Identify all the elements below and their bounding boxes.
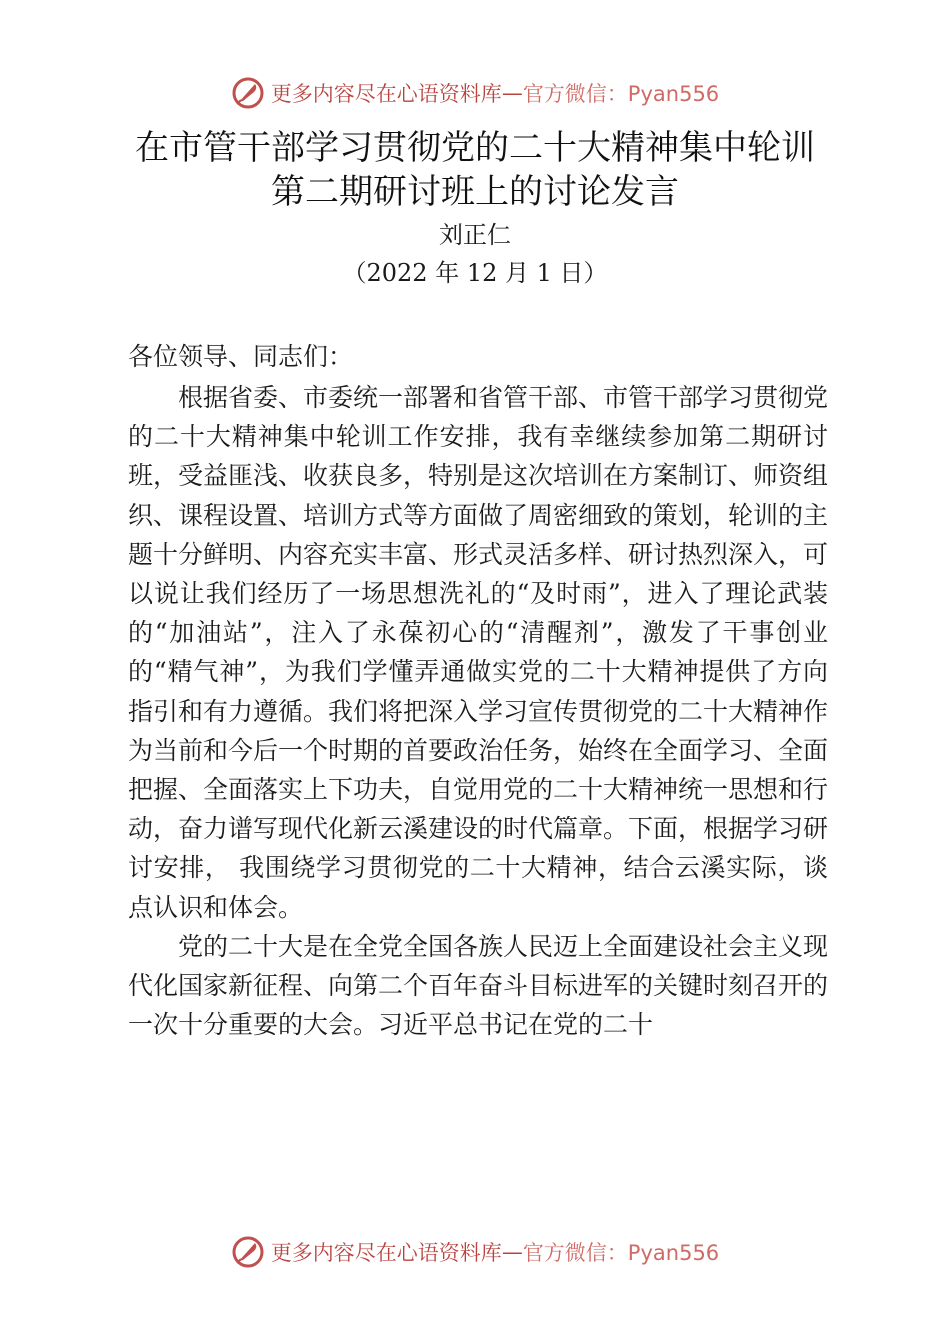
title-line-1: 在市管干部学习贯彻党的二十大精神集中轮训 xyxy=(135,128,815,168)
paragraph-2: 党的二十大是在全党全国各族人民迈上全面建设社会主义现代化国家新征程、向第二个百年奋斗目标进军的关键时刻召开的一次十分重要的大会。习近平总书记在党的二十 xyxy=(128,931,829,1040)
banner-brand-text: 更多内容尽在心语资料库 xyxy=(270,82,502,106)
speech-date: （2022 年 12 月 1 日） xyxy=(342,259,608,287)
document-body xyxy=(128,378,828,1044)
quill-logo-icon xyxy=(231,76,265,110)
header-banner xyxy=(0,73,950,113)
banner-wechat-text: 官方微信：Pyan556 xyxy=(522,82,720,106)
banner-separator: — xyxy=(501,81,523,105)
title-line-2: 第二期研讨班上的讨论发言 xyxy=(271,172,679,212)
footer-separator: — xyxy=(501,1240,523,1264)
footer-wechat-text: 官方微信：Pyan556 xyxy=(522,1241,720,1265)
paragraph-1: 根据省委、市委统一部署和省管干部、市管干部学习贯彻党的二十大精神集中轮训工作安排，我有幸继续参加第二期研讨班，受益匪浅、收获良多，特别是这次培训在方案制订、师资组织、课程设置、培训方式等方面做了周密细致的策划，轮训的主题十分鲜明、内容充实丰富、形式灵活多样、研讨热烈深入，可以说让我们经历了一场思想洗礼的“及时雨”，进入了理论武装的“加油站”，注入了永葆初心的“清醒剂”，激发了干事创业的“精气神”，为我们学懂弄通做实党的二十大精神提供了方向指引和有力遵循。我们将把深入学习宣传贯彻党的二十大精神作为当前和今后一个时期的首要政治任务，始终在全面学习、全面把握、全面落实上下功夫，自觉用党的二十大精神统一思想和行动，奋力谱写现代化新云溪建设的时代篇章。下面，根据学习研讨安排， 我围绕学习贯彻党的二十大精神，结合云溪实际，谈点认识和体会。 xyxy=(128,383,829,922)
author-name: 刘正仁 xyxy=(439,221,511,249)
document-title xyxy=(0,126,950,214)
footer-brand-text: 更多内容尽在心语资料库 xyxy=(270,1241,502,1265)
quill-logo-icon xyxy=(231,1235,265,1269)
footer-banner xyxy=(0,1232,950,1272)
salutation: 各位领导、同志们： xyxy=(128,342,354,371)
